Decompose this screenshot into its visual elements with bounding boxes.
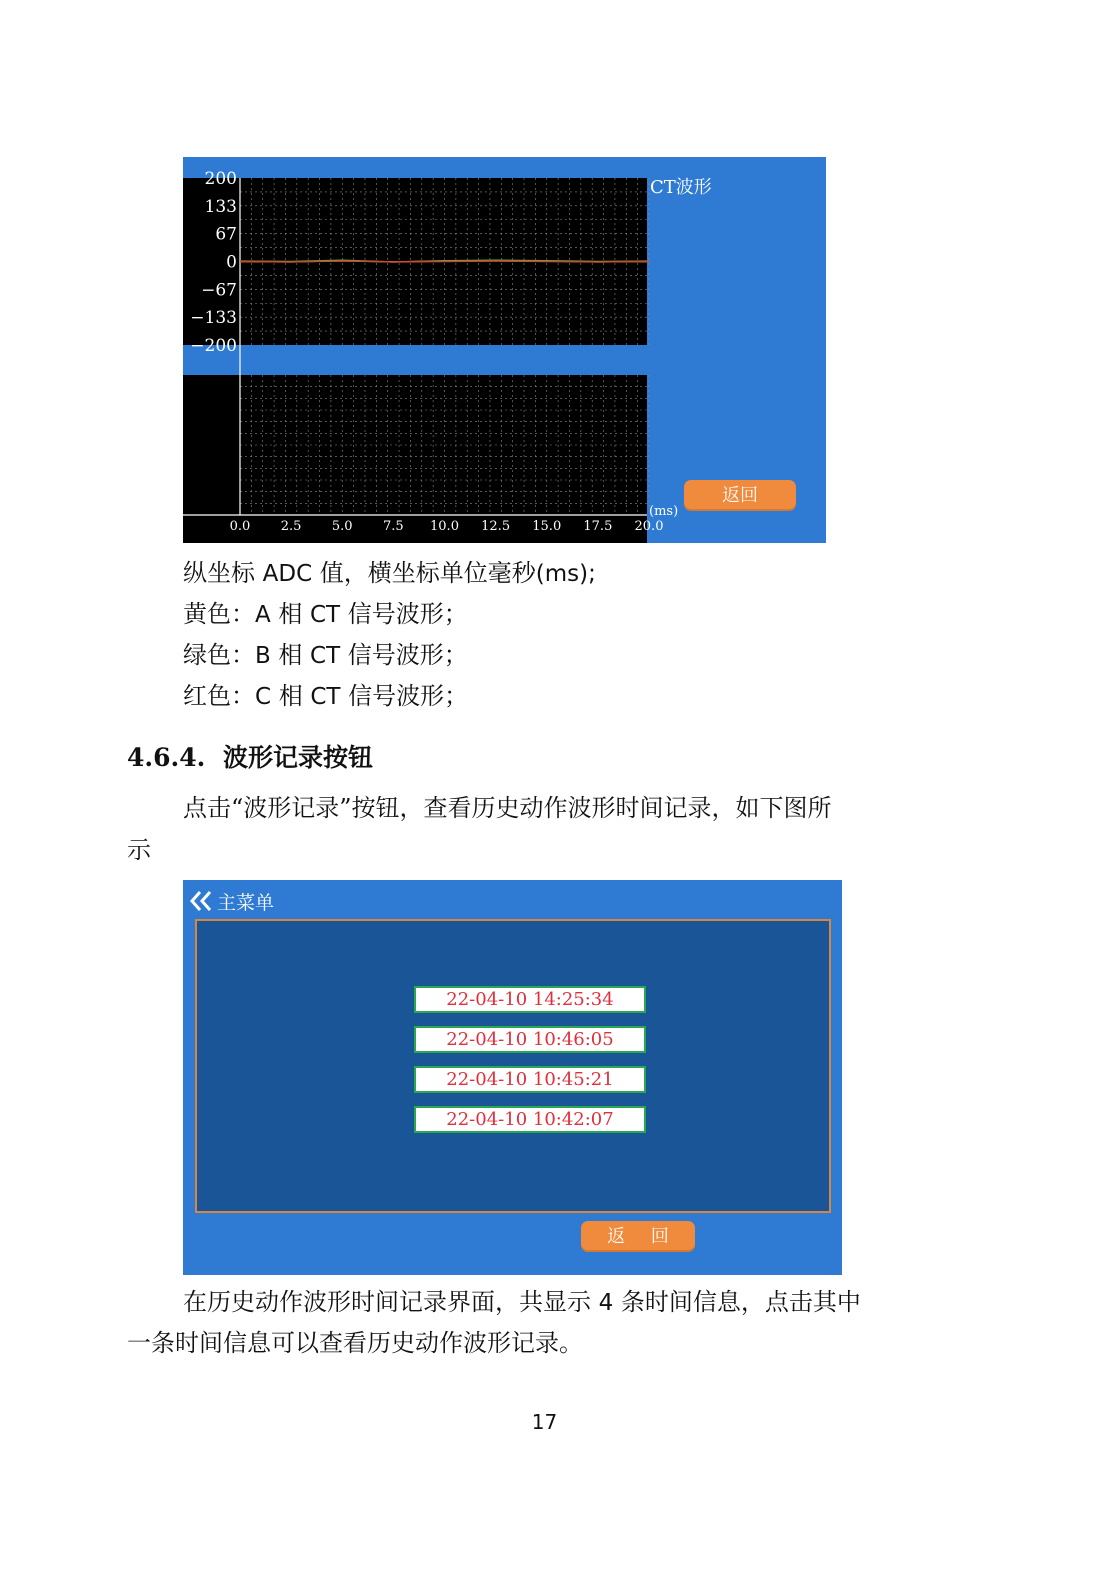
series-line [240,261,649,262]
main-menu-label: 主菜单 [217,891,275,914]
record-item[interactable]: 22-04-10 10:42:07 [414,1106,646,1133]
x-tick-label: 17.5 [583,519,613,534]
page-number: 17 [531,1410,558,1434]
main-menu-button[interactable] [189,886,274,916]
caption-green-phase-b: 绿色：B 相 CT 信号波形； [183,641,468,669]
x-tick-label: 2.5 [280,519,302,534]
y-tick-label: −67 [201,280,237,301]
x-tick-label: 0.0 [229,519,251,534]
caption-yellow-phase-a: 黄色：A 相 CT 信号波形； [183,600,468,628]
record-item[interactable]: 22-04-10 10:45:21 [414,1066,646,1093]
intro-line-2: 示 [127,836,151,864]
x-tick-label: 20.0 [634,519,664,534]
section-heading [127,738,373,774]
y-tick-label: 133 [204,196,237,217]
y-tick-label: 200 [204,169,237,189]
section-title: 波形记录按钮 [223,743,374,772]
x-unit-label: (ms) [649,504,679,519]
caption-axis-units: 纵坐标 ADC 值，横坐标单位毫秒(ms); [183,559,596,587]
x-tick-label: 5.0 [331,519,353,534]
caption-red-phase-c: 红色：C 相 CT 信号波形； [183,682,469,710]
waveform-record-screen [183,880,842,1275]
intro-line-1: 点击“波形记录”按钮，查看历史动作波形时间记录，如下图所 [183,794,832,822]
y-tick-label: −133 [190,308,237,329]
record-item[interactable]: 22-04-10 10:46:05 [414,1026,646,1053]
record-list-panel [195,919,831,1213]
back-button[interactable]: 返 回 [581,1221,695,1252]
record-item[interactable]: 22-04-10 14:25:34 [414,986,646,1013]
x-tick-label: 7.5 [383,519,404,534]
outro-line-1: 在历史动作波形时间记录界面，共显示 4 条时间信息，点击其中 [183,1288,861,1316]
double-chevron-left-icon [189,890,213,912]
section-number: 4.6.4. [127,743,206,772]
outro-line-2: 一条时间信息可以查看历史动作波形记录。 [127,1329,583,1357]
y-tick-label: 0 [226,252,237,273]
y-tick-label: 67 [215,224,237,245]
x-tick-label: 12.5 [481,519,511,534]
x-tick-label: 10.0 [430,519,459,534]
lower-plot-area [183,375,647,543]
ct-waveform-screen [183,157,826,543]
ct-waveform-title: CT波形 [650,177,712,198]
x-tick-label: 15.0 [532,519,562,534]
y-tick-label: −200 [190,336,237,356]
back-button[interactable]: 返回 [684,480,796,511]
x-tick-labels [230,519,664,534]
